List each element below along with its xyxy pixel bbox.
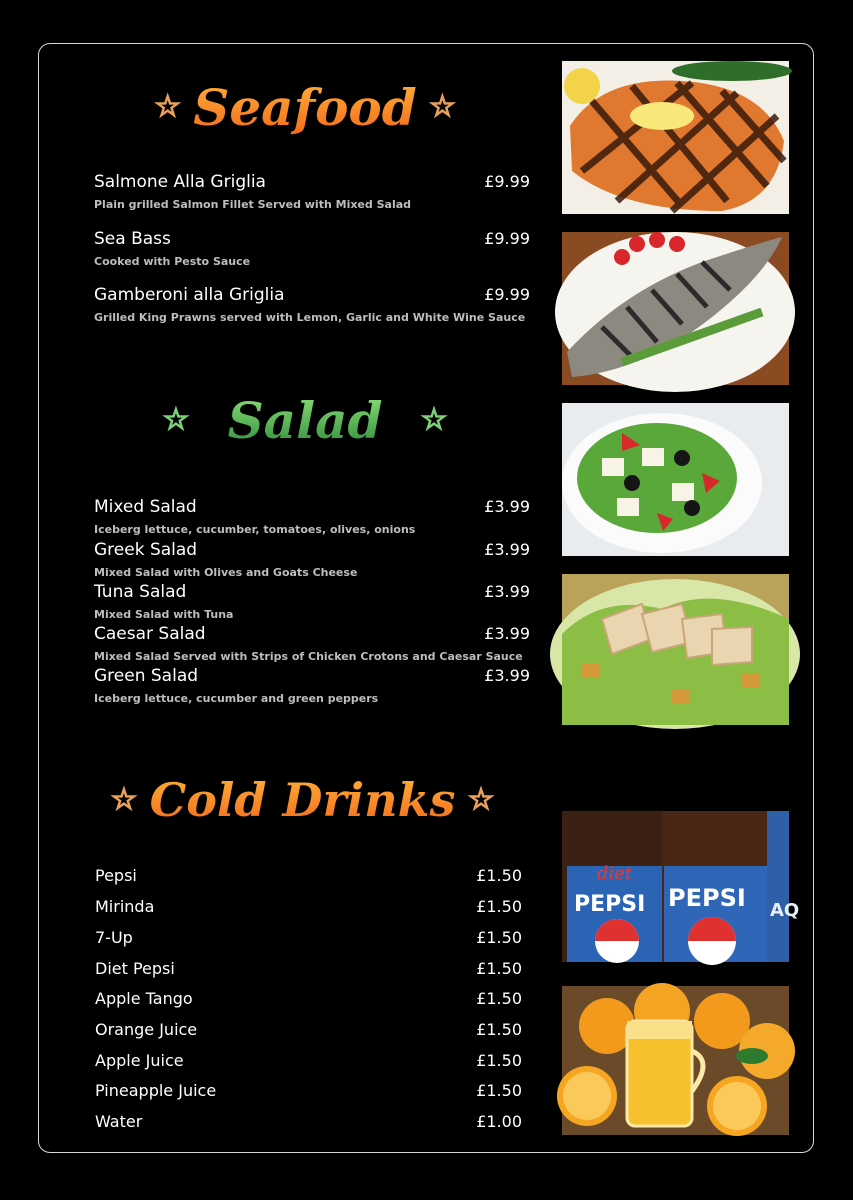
item-price: £3.99 <box>484 497 530 516</box>
drink-item <box>95 1112 522 1131</box>
star-icon: ★ <box>155 92 180 122</box>
drink-name: Apple Juice <box>95 1051 184 1070</box>
drink-name: Orange Juice <box>95 1020 198 1039</box>
menu-item <box>94 229 530 268</box>
drink-name: Diet Pepsi <box>95 959 175 978</box>
pepsi-bottles-photo <box>562 811 800 962</box>
bottle-label-diet: diet <box>597 863 633 884</box>
item-description: Cooked with Pesto Sauce <box>94 255 251 268</box>
item-description: Iceberg lettuce, cucumber and green peppers <box>94 692 379 705</box>
item-description: Grilled King Prawns served with Lemon, Garlic and White Wine Sauce <box>94 311 526 324</box>
item-name: Green Salad <box>94 666 199 686</box>
drink-price: £1.50 <box>476 1020 522 1039</box>
item-description: Iceberg lettuce, cucumber, tomatoes, olives, onions <box>94 523 416 536</box>
menu-item <box>94 497 530 536</box>
item-description: Plain grilled Salmon Fillet Served with Mixed Salad <box>94 198 412 211</box>
drink-item <box>95 928 522 947</box>
star-icon: ★ <box>164 405 188 435</box>
drink-price: £1.50 <box>476 866 522 885</box>
drink-item <box>95 959 522 978</box>
star-icon: ★ <box>112 785 136 815</box>
drink-name: Water <box>95 1112 143 1131</box>
drink-name: 7-Up <box>95 928 133 947</box>
menu-item <box>94 285 530 324</box>
seafood-title: Seafood <box>179 78 431 137</box>
item-price: £3.99 <box>484 666 530 685</box>
drink-item <box>95 1051 522 1070</box>
bottle-label-pepsi-1: PEPSI <box>574 892 646 917</box>
item-price: £9.99 <box>484 172 530 191</box>
salad-heading <box>150 385 460 455</box>
item-price: £3.99 <box>484 624 530 643</box>
drink-item <box>95 989 522 1008</box>
cold-drinks-heading <box>105 765 500 835</box>
drink-price: £1.50 <box>476 1051 522 1070</box>
drink-name: Apple Tango <box>95 989 193 1008</box>
bottle-label-pepsi-2: PEPSI <box>668 884 746 912</box>
item-name: Greek Salad <box>94 540 198 560</box>
item-name: Sea Bass <box>94 229 171 249</box>
greek-salad-photo <box>562 403 789 556</box>
star-icon: ★ <box>422 405 446 435</box>
item-name: Gamberoni alla Griglia <box>94 285 285 305</box>
drink-item <box>95 866 522 885</box>
item-name: Caesar Salad <box>94 624 206 644</box>
drink-name: Pepsi <box>95 866 137 885</box>
item-description: Mixed Salad with Olives and Goats Cheese <box>94 566 358 579</box>
item-price: £9.99 <box>484 285 530 304</box>
orange-juice-photo <box>562 986 789 1135</box>
sea-bass-photo <box>562 232 789 385</box>
item-description: Mixed Salad with Tuna <box>94 608 234 621</box>
drink-price: £1.50 <box>476 959 522 978</box>
drink-price: £1.50 <box>476 928 522 947</box>
star-icon: ★ <box>430 92 455 122</box>
item-price: £9.99 <box>484 229 530 248</box>
menu-item <box>94 666 530 705</box>
bottle-label-aq: AQ <box>770 900 800 921</box>
drink-price: £1.50 <box>476 989 522 1008</box>
star-icon: ★ <box>469 785 493 815</box>
seafood-heading <box>150 72 460 142</box>
drink-name: Pineapple Juice <box>95 1081 217 1100</box>
item-description: Mixed Salad Served with Strips of Chicken Crotons and Caesar Sauce <box>94 650 523 663</box>
menu-item <box>94 582 530 621</box>
drink-item <box>95 897 522 916</box>
item-name: Mixed Salad <box>94 497 197 517</box>
drink-item <box>95 1020 522 1039</box>
drink-price: £1.50 <box>476 897 522 916</box>
drink-item <box>95 1081 522 1100</box>
item-price: £3.99 <box>484 540 530 559</box>
cold-drinks-title: Cold Drinks <box>136 773 470 827</box>
item-price: £3.99 <box>484 582 530 601</box>
salad-title: Salad <box>188 391 423 450</box>
menu-item <box>94 624 530 663</box>
drink-price: £1.00 <box>476 1112 522 1131</box>
grilled-salmon-photo <box>562 61 789 214</box>
menu-item <box>94 172 530 211</box>
item-name: Salmone Alla Griglia <box>94 172 266 192</box>
item-name: Tuna Salad <box>94 582 187 602</box>
drink-price: £1.50 <box>476 1081 522 1100</box>
caesar-salad-photo <box>562 574 789 725</box>
menu-item <box>94 540 530 579</box>
drink-name: Mirinda <box>95 897 155 916</box>
